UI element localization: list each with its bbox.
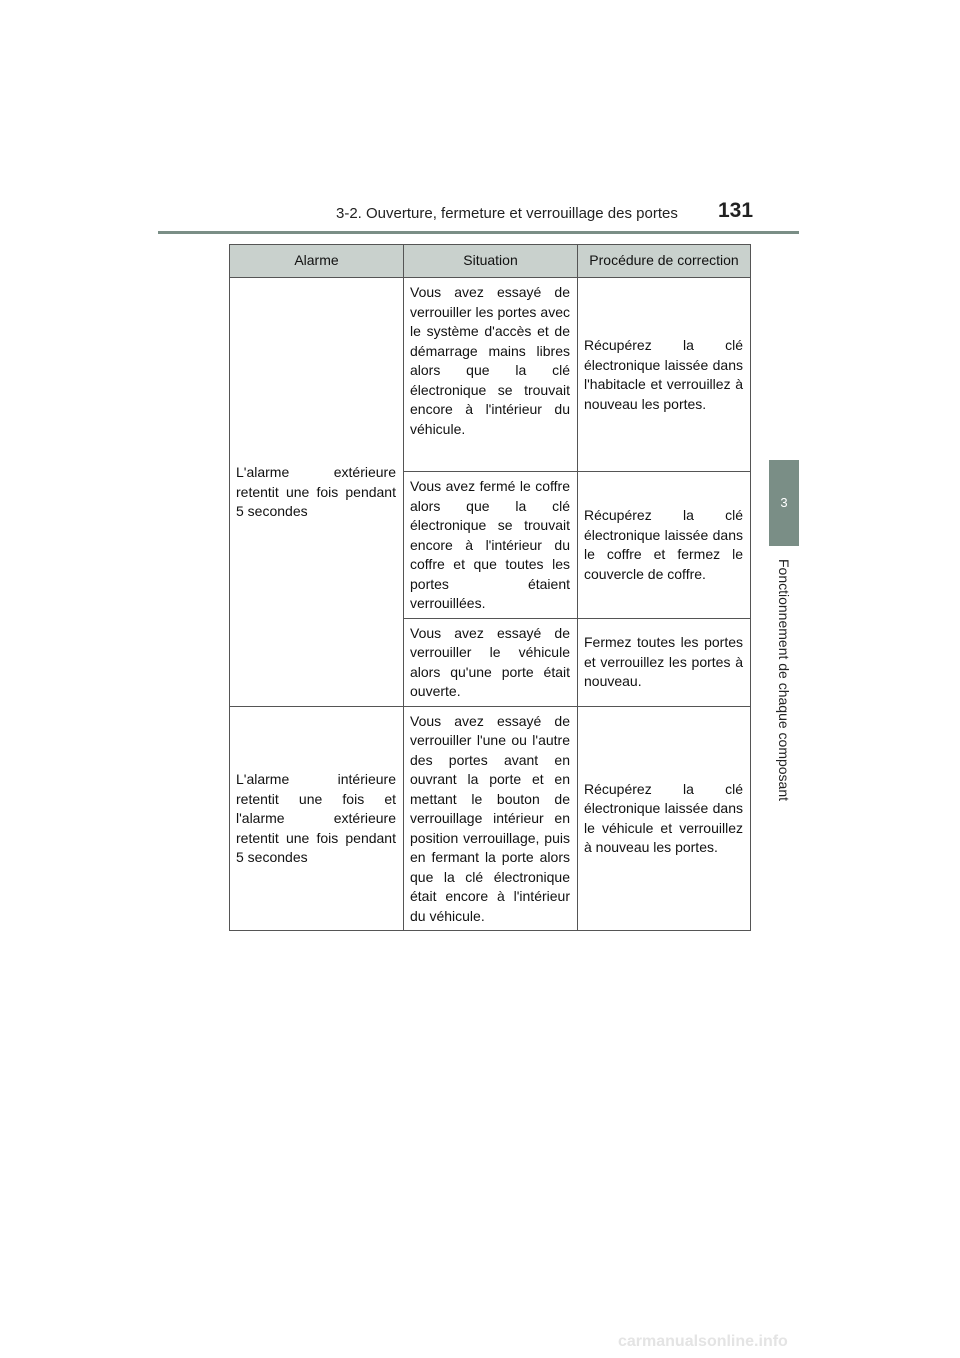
situation-cell: Vous avez essayé de verrouiller le véhicule alors qu'une porte était ouverte. [404, 618, 578, 706]
header-rule [158, 231, 799, 234]
correction-cell: Récupérez la clé électronique laissée dans le coffre et fermez le couvercle de coffre. [578, 472, 751, 619]
section-title: 3-2. Ouverture, fermeture et verrouillage des portes [336, 205, 678, 222]
page-number: 131 [718, 199, 754, 222]
table-row [230, 278, 751, 472]
table-header-row [230, 245, 751, 278]
situation-cell: Vous avez fermé le coffre alors que la clé électronique se trouvait encore à l'intérieur du coffre et que toutes les portes étaient verrouillées. [404, 472, 578, 619]
correction-cell: Récupérez la clé électronique laissée dans le véhicule et verrouillez à nouveau les portes. [578, 706, 751, 931]
column-header-alarm: Alarme [230, 245, 404, 278]
situation-cell: Vous avez essayé de verrouiller les portes avec le système d'accès et de démarrage mains libres alors que la clé électronique se trouvait encore à l'intérieur du véhicule. [404, 278, 578, 472]
table-row [230, 706, 751, 931]
column-header-situation: Situation [404, 245, 578, 278]
situation-cell: Vous avez essayé de verrouiller l'une ou l'autre des portes avant en ouvrant la porte et en mettant le bouton de verrouillage intérieur en position verrouillage, puis en fermant la porte alors que la clé électronique était encore à l'intérieur du véhicule. [404, 706, 578, 931]
correction-cell: Fermez toutes les portes et verrouillez les portes à nouveau. [578, 618, 751, 706]
alarm-cell: L'alarme extérieure retentit une fois pendant 5 secondes [230, 278, 404, 707]
chapter-label: Fonctionnement de chaque composant [776, 558, 792, 802]
footer-watermark: carmanualsonline.info [618, 1333, 788, 1350]
correction-cell: Récupérez la clé électronique laissée dans l'habitacle et verrouillez à nouveau les portes. [578, 278, 751, 472]
alarm-cell: L'alarme intérieure retentit une fois et l'alarme extérieure retentit une fois pendant 5 secondes [230, 706, 404, 931]
chapter-tab: 3 [769, 460, 799, 546]
column-header-correction: Procédure de correction [578, 245, 751, 278]
alarm-table [229, 244, 751, 931]
